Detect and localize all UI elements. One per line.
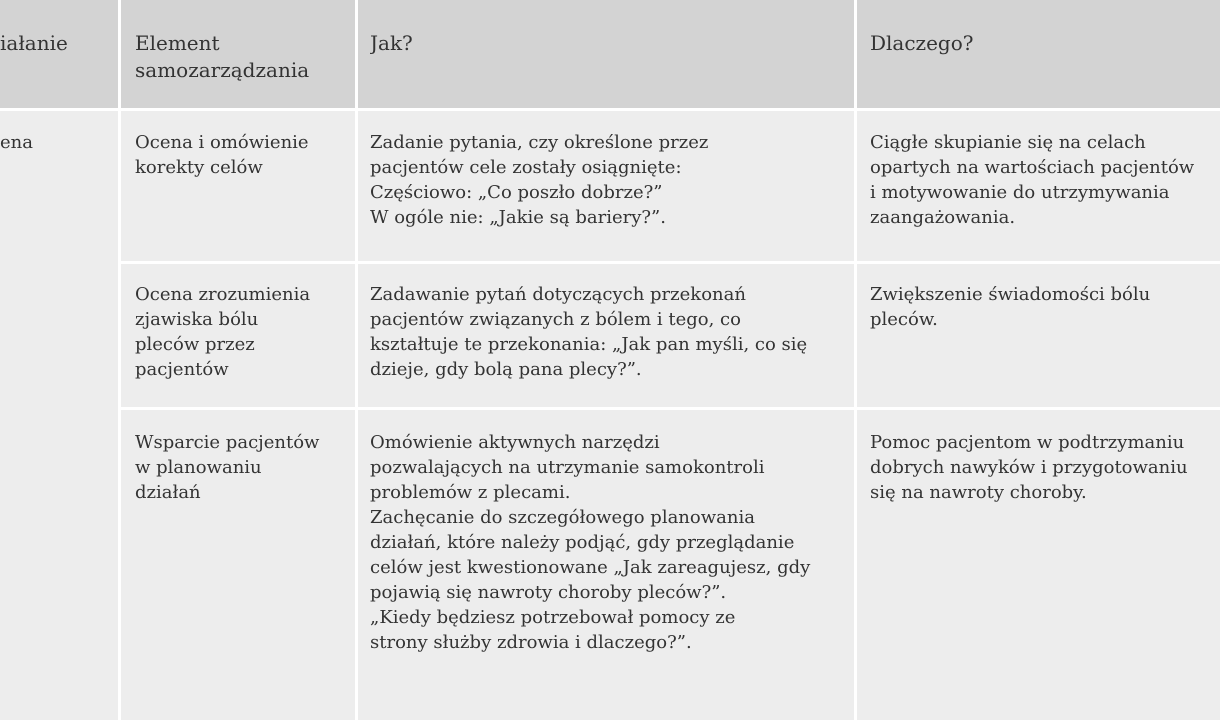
row-3-element: Wsparcie pacjentów w planowaniu działań — [135, 432, 320, 503]
row-3-how: Omówienie aktywnych narzędzi pozwalających na utrzymanie samokontroli problemów z plecami. Zachęcanie do szczegółowego planowania działań, które należy podjąć, gdy przeglądanie celów jest kwestionowane „Jak zareagujesz, gdy pojawią się nawroty choroby pleców?”. „Kiedy będziesz potrzebował pomocy ze strony służby zdrowia i dlaczego?”. — [370, 432, 811, 653]
row-divider-2 — [120, 407, 1220, 410]
column-divider-3 — [854, 0, 857, 720]
row-1-why: Ciągłe skupianie się na celach opartych na wartościach pacjentów i motywowanie do utrzymywania zaangażowania. — [870, 132, 1195, 228]
header-element: Element samozarządzania — [135, 31, 310, 82]
row-2-how: Zadawanie pytań dotyczących przekonań pacjentów związanych z bólem i tego, co kształtuje te przekonania: „Jak pan myśli, co się dzieje, gdy bolą pana plecy?”. — [370, 284, 808, 380]
row-divider-1 — [120, 261, 1220, 264]
column-divider-1 — [118, 0, 121, 720]
row-3-why: Pomoc pacjentom w podtrzymaniu dobrych nawyków i przygotowaniu się na nawroty choroby. — [870, 432, 1188, 503]
row-1-element: Ocena i omówienie korekty celów — [135, 132, 309, 178]
row-2-why: Zwiększenie świadomości bólu pleców. — [870, 284, 1151, 330]
action-cell: ena — [0, 132, 33, 153]
header-how: Jak? — [370, 31, 413, 55]
header-divider — [0, 108, 1220, 111]
column-divider-2 — [355, 0, 358, 720]
row-1-how: Zadanie pytania, czy określone przez pacjentów cele zostały osiągnięte: Częściowo: „Co poszło dobrze?” W ogóle nie: „Jakie są bariery?”. — [370, 132, 709, 228]
row-2-element: Ocena zrozumienia zjawiska bólu pleców przez pacjentów — [135, 284, 311, 380]
header-why: Dlaczego? — [870, 31, 974, 55]
header-action: iałanie — [0, 31, 68, 55]
